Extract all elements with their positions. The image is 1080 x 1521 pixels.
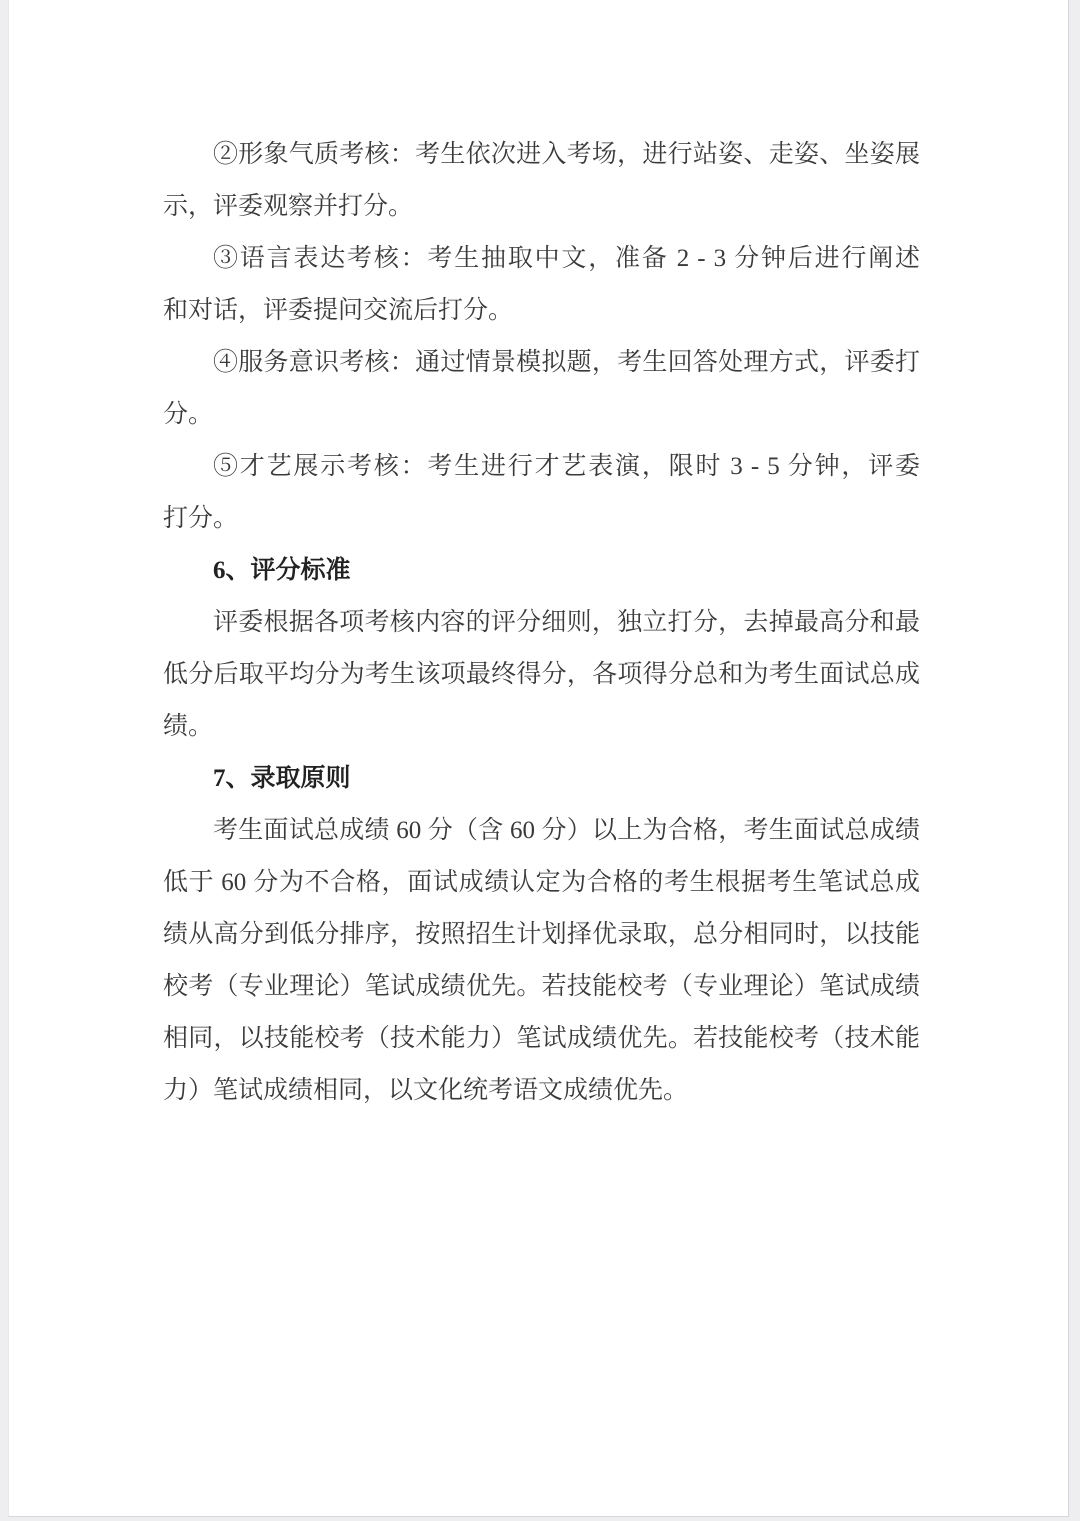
text-line: ②形象气质考核：考生依次进入考场，进行站姿、走姿、坐姿展 <box>213 141 920 168</box>
text-line: 相同，以技能校考（技术能力）笔试成绩优先。若技能校考（技术能 <box>163 1025 920 1052</box>
text-line: 考生面试总成绩 60 分（含 60 分）以上为合格，考生面试总成绩 <box>213 817 920 844</box>
text-line: 力）笔试成绩相同，以文化统考语文成绩优先。 <box>163 1077 689 1104</box>
text-line: 打分。 <box>163 505 239 532</box>
text-line: 示，评委观察并打分。 <box>163 193 414 220</box>
paragraph <box>163 805 920 1117</box>
document-content <box>163 129 920 1117</box>
text-line: ③语言表达考核：考生抽取中文，准备 2 - 3 分钟后进行阐述 <box>213 245 920 272</box>
text-line: ④服务意识考核：通过情景模拟题，考生回答处理方式，评委打 <box>213 349 920 376</box>
section-heading <box>163 545 920 597</box>
paragraph <box>163 233 920 337</box>
paragraph <box>163 337 920 441</box>
heading-line: 7、录取原则 <box>213 765 351 792</box>
text-line: ⑤才艺展示考核：考生进行才艺表演，限时 3 - 5 分钟，评委 <box>213 453 920 480</box>
text-line: 低于 60 分为不合格，面试成绩认定为合格的考生根据考生笔试总成 <box>163 869 920 896</box>
text-line: 分。 <box>163 401 214 428</box>
heading-line: 6、评分标准 <box>213 557 351 584</box>
text-line: 评委根据各项考核内容的评分细则，独立打分，去掉最高分和最 <box>213 609 920 636</box>
text-line: 绩。 <box>163 713 214 740</box>
paragraph <box>163 441 920 545</box>
paragraph <box>163 597 920 753</box>
text-line: 校考（专业理论）笔试成绩优先。若技能校考（专业理论）笔试成绩 <box>163 973 920 1000</box>
document-page <box>8 0 1069 1517</box>
text-line: 和对话，评委提问交流后打分。 <box>163 297 514 324</box>
paragraph <box>163 129 920 233</box>
text-line: 低分后取平均分为考生该项最终得分，各项得分总和为考生面试总成 <box>163 661 920 688</box>
text-line: 绩从高分到低分排序，按照招生计划择优录取，总分相同时，以技能 <box>163 921 920 948</box>
section-heading <box>163 753 920 805</box>
